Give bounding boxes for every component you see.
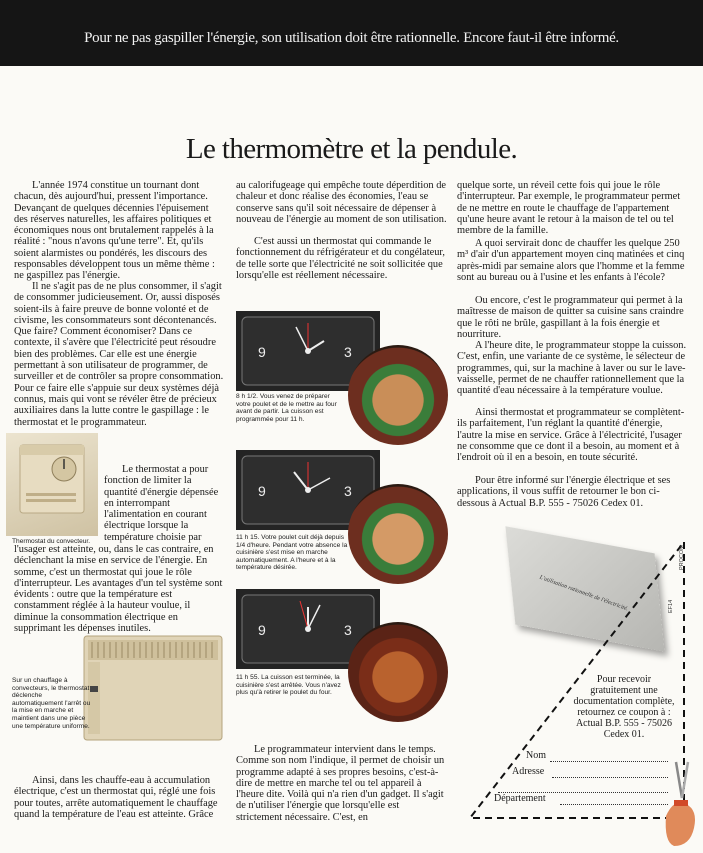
col3-paragraph-5: Ainsi thermostat et programmateur se complètent-ils parfaitement, l'un réglant la quantité d'énergie, l'autre la mise en service. Grâce à l'électricité, l'usager ne consomme que ce dont il a besoin, au moment et à l'endroit où il en a besoin, en toute sécurité.	[457, 407, 685, 464]
coupon-text: Pour recevoir gratuitement une documentation complète, retournez ce coupon à : Actual B.P. 555 - 75026 Cedex 01.	[573, 674, 675, 740]
svg-text:9: 9	[258, 483, 266, 499]
thermostat-photo	[6, 433, 98, 536]
col2-paragraph-2: C'est aussi un thermostat qui commande le fonctionnement du réfrigérateur et du congélateur, de telle sorte que l'électricité ne soit sollicitée que lorsqu'elle est réellement nécessaire.	[236, 236, 446, 281]
radiator-illustration	[82, 632, 226, 742]
radiator-caption: Sur un chauffage à convecteurs, le thermostat déclenche automatiquement l'arrêt ou la mise en marche et maintient dans une pièce une température uniforme.	[12, 677, 91, 730]
top-banner	[0, 0, 703, 66]
col2-paragraph-1: au calorifugeage qui empêche toute déperdition de chaleur et donc réalise des économies, l'eau se conserve sans qu'il soit nécessaire de dépenser à nouveau de l'énergie au moment de son utilisation.	[236, 180, 447, 225]
coupon-agency: PROCOM	[679, 545, 685, 570]
col3-paragraph-3: Ou encore, c'est le programmateur qui permet à la maîtresse de maison de quitter sa cuisine sans craindre que le rôti ne brûle, gaspillant à la fois énergie et nourriture.	[457, 295, 684, 340]
svg-text:3: 3	[344, 344, 352, 360]
svg-text:3: 3	[344, 622, 352, 638]
col1-paragraph-3a: Le thermostat a pour fonction de limiter la quantité d'énergie dépensée en interrompant l'alimentation en courant électrique lorsque la température choisie par	[104, 464, 219, 543]
clock-caption-3: 11 h 55. La cuisson est terminée, la cuisinière s'est arrêtée. Vous n'avez plus qu'à retirer le poulet du four.	[236, 674, 341, 697]
col1-paragraph-2: Il ne s'agit pas de ne plus consommer, il s'agit de consommer judicieusement. Or, aussi disposés soient-ils à faire preuve de bonne volonté et de civisme, les consommateurs sont décontenancés. Que faire? Comment économiser? Dans ce contexte, il s'avère que l'électricité peut résoudre bien des problèmes. Car elle est une énergie permettant à son utilisateur de programmer, de surveiller et de contrôler sa propre consommation. Pour ce faire elle s'appuie sur deux systèmes déjà connus, mais qui vont se révéler être de précieux auxiliaires dans la lutte contre le gaspillage : le thermostat et le programmateur.	[14, 281, 224, 428]
coupon-side-code: EF14	[668, 599, 674, 613]
col3-paragraph-4: A l'heure dite, le programmateur stoppe la cuisson. C'est, enfin, une variante de ce système, le sélecteur de programmes, qui, sur la machine à laver ou sur le lave-vaisselle, permet de ne chauffer rationnellement que la quantité d'eau nécessaire à la température voulue.	[457, 340, 687, 397]
coupon-adresse-label: Adresse	[512, 766, 545, 777]
clock-caption-2: 11 h 15. Votre poulet cuit déjà depuis 1/4 d'heure. Pendant votre absence la cuisinière s'est mise en marche automatiquement. A l'heure et à la température désirée.	[236, 534, 348, 572]
coupon-departement-field[interactable]	[560, 804, 668, 805]
scissors-hand-photo	[660, 758, 700, 848]
coupon-adresse-field[interactable]	[552, 777, 668, 778]
col3-paragraph-1: quelque sorte, un réveil cette fois qui joue le rôle d'interrupteur. Par exemple, le programmateur permet de ne mettre en route le chauffage de l'appartement qu'une heure avant le retour à la maison de tel ou tel membre de la famille.	[457, 180, 681, 237]
col1-paragraph-1: L'année 1974 constitue un tournant dont chacun, dès aujourd'hui, pressent l'importance. Devançant de quelques décennies l'épuisement des réserves naturelles, les affaires politiques et économiques nous ont brutalement rappelés à la réalité : "nous n'avons qu'une terre". Et, qu'ils soient alarmistes ou pondérés, les discours des responsables développent tous un même thème : ne gaspillez pas l'énergie.	[14, 180, 215, 282]
col1-paragraph-3b: l'usager est atteinte, ou, dans le cas contraire, en déclenchant la mise en service de l'énergie. En somme, c'est un thermostat qui joue le rôle d'interrupteur. Les avantages d'un tel système sont évidents : outre que la température est constamment réglée à la hauteur voulue, il diminue la consommation électrique en supprimant les dépenses inutiles.	[14, 544, 223, 635]
col3-paragraph-6: Pour être informé sur l'énergie électrique et ses applications, il vous suffit de retourner le bon ci-dessous à Actual B.P. 555 - 75026 Cedex 01.	[457, 475, 671, 509]
col3-paragraph-2: A quoi servirait donc de chauffer les quelque 250 m³ d'air d'un appartement moyen cinq matinées et cinq après-midi par semaine alors que l'homme et la femme sont au bureau ou à l'usine et les enfants à l'école?	[457, 238, 685, 283]
banner-text: Pour ne pas gaspiller l'énergie, son utilisation doit être rationnelle. Encore faut-il être informé.	[84, 30, 619, 46]
svg-text:9: 9	[258, 622, 266, 638]
thermostat-illustration	[6, 433, 98, 536]
col2-paragraph-3: Le programmateur intervient dans le temps. Comme son nom l'indique, il permet de choisir un programme adapté à ses propres besoins, c'est-à-dire de mettre en marche tel ou tel appareil à l'heure dite. Voilà qui n'a rien d'un gadget. Il s'agit de n'utiliser l'énergie que lorsqu'elle est strictement nécessaire. C'est, en	[236, 744, 445, 823]
svg-text:9: 9	[258, 344, 266, 360]
coupon[interactable]	[464, 536, 693, 832]
coupon-nom-label: Nom	[526, 750, 546, 761]
thermostat-caption: Thermostat du convecteur.	[12, 538, 91, 545]
chicken-dish-2	[348, 484, 448, 584]
radiator-photo	[82, 632, 226, 742]
scissors-icon	[660, 758, 700, 848]
coupon-departement-label: Département	[494, 793, 546, 804]
headline: Le thermomètre et la pendule.	[185, 133, 518, 165]
clock-caption-1: 8 h 1/2. Vous venez de préparer votre poulet et de le mettre au four avant de partir. La cuisson est programmée pour 11 h.	[236, 393, 337, 423]
col1-paragraph-4: Ainsi, dans les chauffe-eau à accumulation électrique, c'est un thermostat qui, réglé une fois pour toutes, arrête automatiquement le chauffage quand la température de l'eau est atteinte. Grâce	[14, 775, 218, 820]
coupon-nom-field[interactable]	[550, 761, 668, 762]
svg-text:3: 3	[344, 483, 352, 499]
chicken-dish-3	[348, 622, 448, 722]
chicken-dish-1	[348, 345, 448, 445]
booklet-title: L'utilisation rationnelle de l'électricité.	[538, 574, 629, 613]
